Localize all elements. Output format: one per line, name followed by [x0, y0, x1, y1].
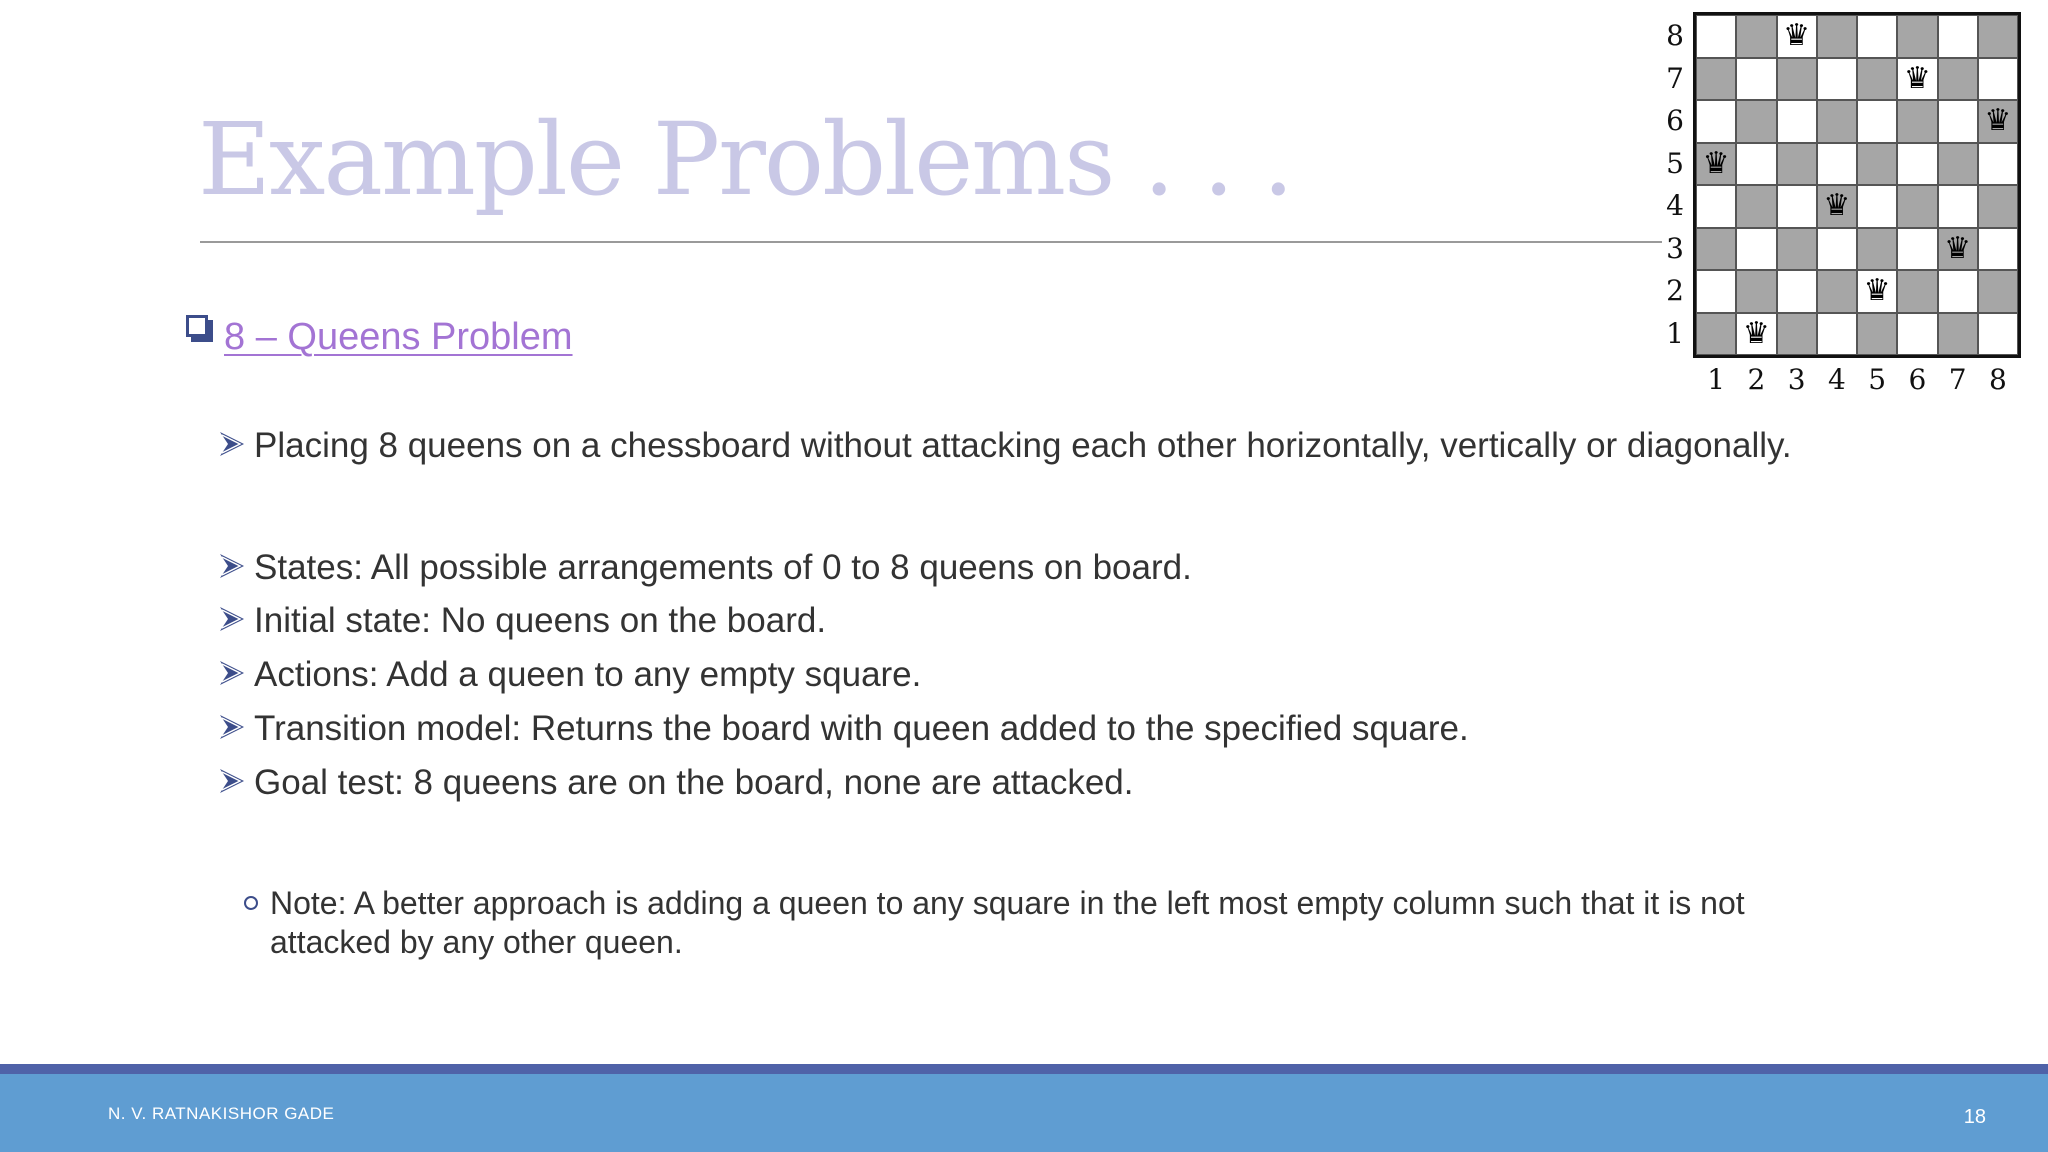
- board-square: [1777, 270, 1817, 313]
- queen-icon: ♛: [1944, 230, 1972, 266]
- board-square: [1978, 15, 2018, 58]
- bullet-item: [218, 763, 1134, 803]
- board-square: [1938, 15, 1978, 58]
- board-square: [1777, 100, 1817, 143]
- file-label: 7: [1948, 363, 1967, 396]
- rank-label: 2: [1666, 274, 1684, 308]
- board-square: [1857, 58, 1897, 101]
- board-square: [1696, 270, 1736, 313]
- file-label: 5: [1868, 363, 1887, 396]
- bullet-text: Placing 8 queens on a chessboard without attacking each other horizontally, vertically or diagonally.: [254, 426, 1792, 465]
- chessboard-figure: [1655, 8, 2025, 400]
- bullet-text: Actions: Add a queen to any empty square.: [254, 655, 922, 694]
- board-square: [1938, 100, 1978, 143]
- board-square: [1897, 228, 1937, 271]
- rank-label: 4: [1666, 189, 1684, 223]
- board-square: [1938, 143, 1978, 186]
- rank-label: 6: [1666, 104, 1684, 138]
- board-square: [1777, 15, 1817, 58]
- board-square: [1696, 228, 1736, 271]
- arrow-icon: [218, 713, 246, 741]
- bullet-text: Goal test: 8 queens are on the board, none are attacked.: [254, 763, 1134, 802]
- rank-label: 7: [1666, 61, 1684, 95]
- footer-author: N. V. RATNAKISHOR GADE: [108, 1104, 335, 1123]
- board-square: [1938, 313, 1978, 356]
- rank-label: 3: [1666, 231, 1684, 265]
- board-square: [1696, 185, 1736, 228]
- queen-icon: ♛: [1742, 315, 1770, 351]
- board-square: [1736, 313, 1776, 356]
- board-square: [1897, 185, 1937, 228]
- board-square: [1978, 270, 2018, 313]
- board-square: [1817, 58, 1857, 101]
- board-square: [1777, 185, 1817, 228]
- queen-icon: ♛: [1863, 273, 1891, 309]
- board-square: [1978, 100, 2018, 143]
- arrow-icon: [218, 605, 246, 633]
- board-square: [1777, 58, 1817, 101]
- footer-stripe: [0, 1064, 2048, 1074]
- board-square: [1857, 100, 1897, 143]
- board-square: [1897, 15, 1937, 58]
- heading-link[interactable]: 8 – Queens Problem: [224, 315, 573, 358]
- rank-label: 1: [1666, 316, 1684, 350]
- bullet-text: Initial state: No queens on the board.: [254, 601, 827, 640]
- board-square: [1777, 228, 1817, 271]
- board-square: [1857, 185, 1897, 228]
- board-square: [1857, 270, 1897, 313]
- board-square: [1978, 313, 2018, 356]
- arrow-icon: [218, 430, 246, 458]
- board-square: [1696, 15, 1736, 58]
- bullet-text: Transition model: Returns the board with queen added to the specified square.: [254, 709, 1469, 748]
- queen-icon: ♛: [1702, 145, 1730, 181]
- bullet-item: [218, 601, 826, 641]
- board-square: [1817, 228, 1857, 271]
- queen-icon: ♛: [1823, 188, 1851, 224]
- file-label: 2: [1747, 363, 1766, 396]
- board-square: [1817, 15, 1857, 58]
- rank-label: 8: [1666, 19, 1684, 53]
- arrow-icon: [218, 767, 246, 795]
- board-square: [1978, 143, 2018, 186]
- board-square: [1857, 228, 1897, 271]
- board-square: [1736, 143, 1776, 186]
- bullet-item: [218, 548, 1192, 588]
- circle-icon: [244, 896, 258, 910]
- board-square: [1736, 270, 1776, 313]
- arrow-icon: [218, 552, 246, 580]
- file-label: 3: [1787, 363, 1806, 396]
- board-square: [1736, 58, 1776, 101]
- board-square: [1857, 15, 1897, 58]
- arrow-icon: [218, 659, 246, 687]
- board-square: [1817, 313, 1857, 356]
- note-item: [244, 884, 1864, 962]
- bullet-item: [218, 655, 921, 695]
- chessboard: [1693, 12, 2021, 358]
- bullet-item: [218, 709, 1469, 749]
- board-square: [1897, 313, 1937, 356]
- board-square: [1897, 143, 1937, 186]
- file-label: 8: [1988, 363, 2007, 396]
- slide-title: Example Problems . . .: [198, 101, 1293, 218]
- checkbox-icon: [186, 315, 216, 345]
- board-square: [1696, 143, 1736, 186]
- queen-icon: ♛: [1984, 103, 2012, 139]
- board-square: [1817, 100, 1857, 143]
- board-square: [1938, 270, 1978, 313]
- board-square: [1897, 58, 1937, 101]
- file-label: 6: [1908, 363, 1927, 396]
- page-number: 18: [1963, 1106, 1986, 1128]
- board-square: [1696, 58, 1736, 101]
- board-square: [1736, 15, 1776, 58]
- board-square: [1777, 313, 1817, 356]
- footer: [0, 1074, 2048, 1152]
- bullet-text: States: All possible arrangements of 0 to 8 queens on board.: [254, 548, 1192, 587]
- board-square: [1897, 270, 1937, 313]
- bullet-item: [218, 426, 1792, 466]
- title-divider: [200, 241, 1662, 243]
- board-square: [1696, 100, 1736, 143]
- rank-label: 5: [1666, 146, 1684, 180]
- queen-icon: ♛: [1783, 18, 1811, 54]
- board-square: [1938, 58, 1978, 101]
- board-square: [1938, 228, 1978, 271]
- board-square: [1777, 143, 1817, 186]
- board-square: [1817, 185, 1857, 228]
- file-label: 4: [1827, 363, 1846, 396]
- board-square: [1978, 185, 2018, 228]
- board-square: [1897, 100, 1937, 143]
- board-square: [1857, 143, 1897, 186]
- board-square: [1736, 228, 1776, 271]
- board-square: [1978, 58, 2018, 101]
- board-square: [1736, 100, 1776, 143]
- board-square: [1857, 313, 1897, 356]
- board-square: [1696, 313, 1736, 356]
- board-square: [1938, 185, 1978, 228]
- board-square: [1817, 143, 1857, 186]
- note-text: Note: A better approach is adding a queen to any square in the left most empty column such that it is not attacked by any other queen.: [270, 885, 1745, 960]
- heading-item: [186, 312, 573, 362]
- board-square: [1978, 228, 2018, 271]
- board-square: [1817, 270, 1857, 313]
- file-label: 1: [1707, 363, 1726, 396]
- queen-icon: ♛: [1903, 60, 1931, 96]
- board-square: [1736, 185, 1776, 228]
